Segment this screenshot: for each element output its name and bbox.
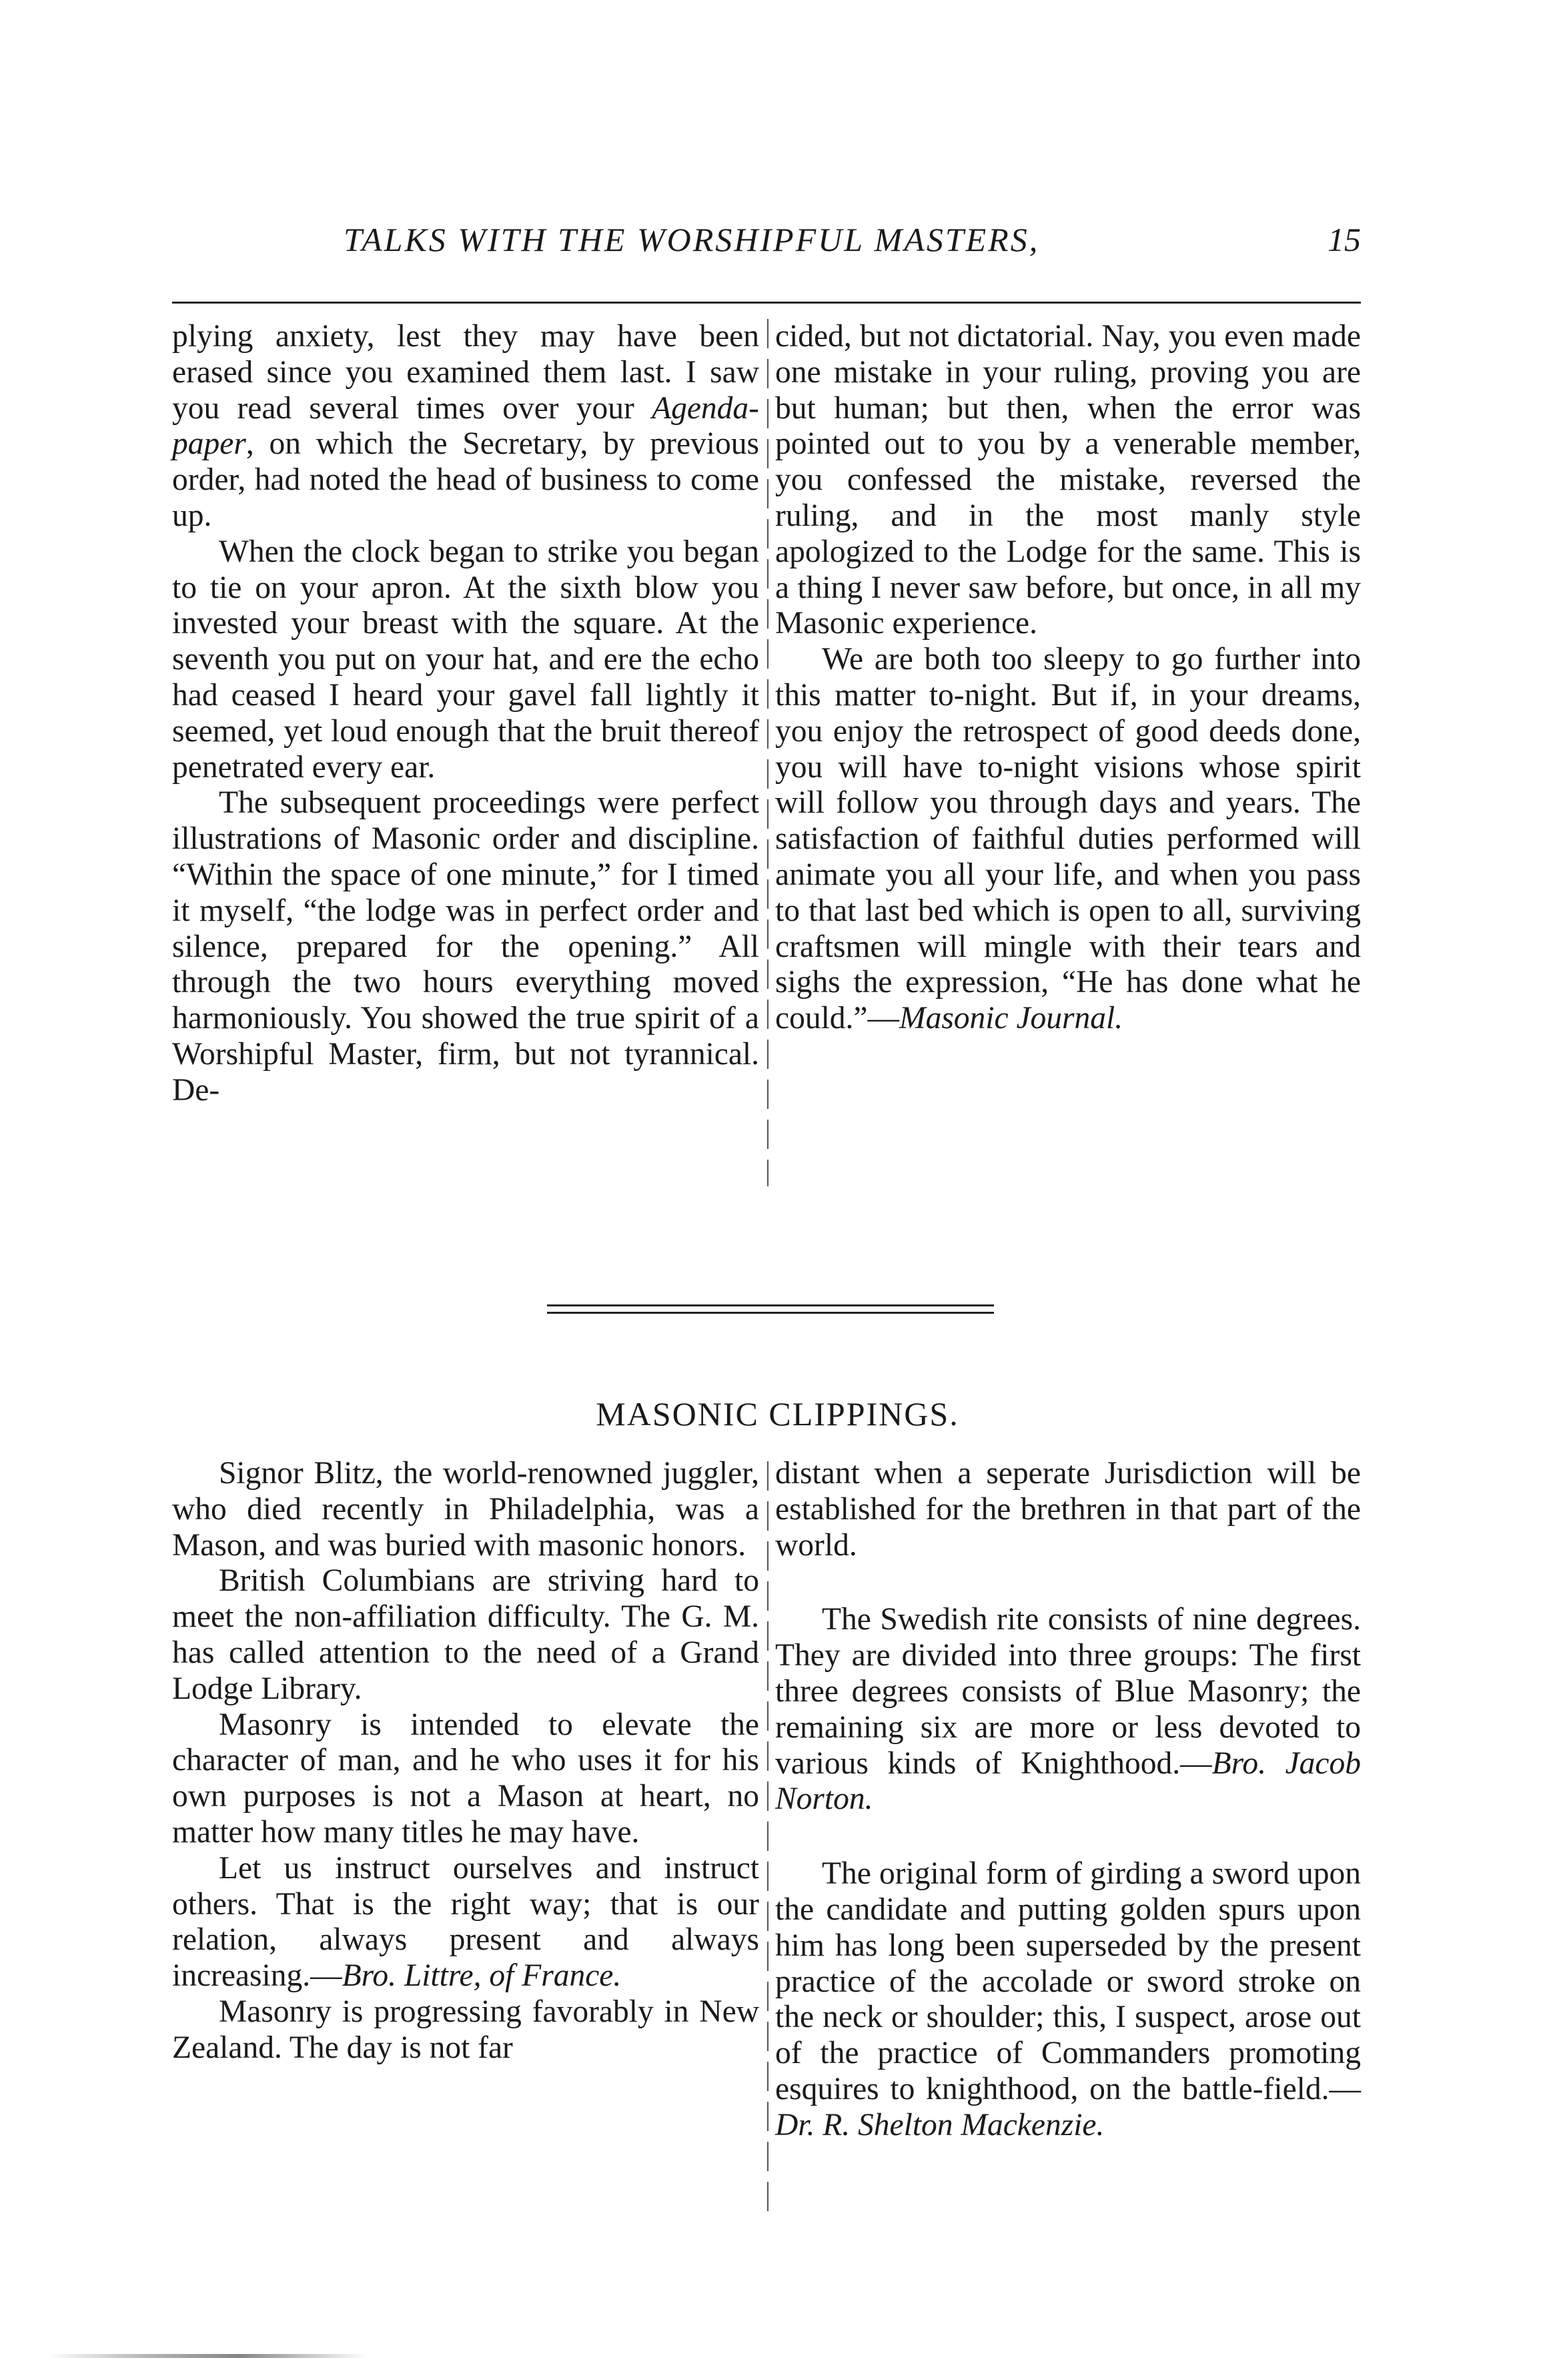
clipping-paragraph <box>775 1856 1361 2143</box>
section-separator-rule <box>547 1312 994 1314</box>
paragraph-text: plying anxiety, lest they may have been erased since you examined them last. I saw you read several times over your <box>172 319 759 426</box>
column-divider <box>767 1461 768 2222</box>
section-title: MASONIC CLIPPINGS. <box>596 1395 959 1433</box>
paragraph-text: We are both too sleepy to go further into this matter to-night. But if, in your dreams, you enjoy the retrospect of good deeds done, you will have to-night visions whose spirit will follow you through days and years. The satisfaction of faithful duties performed will animate you all your life, and when you pass to that last bed which is open to all, surviving craftsmen will mingle with their tears and sighs the expression, “He has done what he could.”— <box>775 642 1361 1036</box>
clippings-column-left <box>172 1456 759 2066</box>
emphasis-text: Agenda-paper <box>172 390 759 462</box>
clippings-column-right <box>775 1456 1361 2144</box>
article-column-left <box>172 319 759 1109</box>
clipping-paragraph <box>775 1602 1361 1818</box>
section-separator-rule <box>547 1304 994 1306</box>
paragraph-text: Let us instruct ourselves and instruct others. That is the right way; that is our relation, always present and always increasing.— <box>172 1850 759 1994</box>
paragraph-text: , on which the Secretary, by previous order, had noted the head of business to come up. <box>172 426 759 533</box>
source-attribution: Bro. Littre, of France. <box>342 1958 622 1994</box>
article-paragraph: cided, but not dictatorial. Nay, you even made one mistake in your ruling, proving you are but human; but then, when the error was pointed out to you by a venerable member, you confessed the mistake, reversed the ruling, and in the most manly style apologized to the Lodge for the same. This is a thing I never saw before, but once, in all my Masonic experience. <box>775 319 1361 641</box>
source-attribution: Masonic Journal. <box>899 1001 1123 1036</box>
page-number: 15 <box>1328 221 1361 258</box>
clipping-paragraph: British Columbians are striving hard to meet the non-affiliation difficulty. The G. M. has called attention to the need of a Grand Lodge Library. <box>172 1563 759 1706</box>
paragraph-text: The Swedish rite consists of nine degrees. They are divided into three groups: The first three degrees consists of Blue Masonry; the remaining six are more or less devoted to various kinds of Knighthood.— <box>775 1602 1361 1781</box>
running-title: TALKS WITH THE WORSHIPFUL MASTERS, <box>344 221 1040 258</box>
clipping-paragraph: distant when a seperate Jurisdiction will be established for the brethren in that part of the world. <box>775 1456 1361 1563</box>
page-header <box>173 220 1361 274</box>
scan-smudge <box>47 2354 367 2358</box>
article-paragraph: When the clock began to strike you began to tie on your apron. At the sixth blow you invested your breast with the square. At the seventh you put on your hat, and ere the echo had ceased I heard your gavel fall lightly it seemed, yet loud enough that the bruit thereof penetrated every ear. <box>172 534 759 785</box>
clipping-paragraph: Signor Blitz, the world-renowned juggler, who died recently in Philadelphia, was a Mason, and was buried with masonic honors. <box>172 1456 759 1563</box>
header-rule <box>172 302 1361 304</box>
article-paragraph <box>775 642 1361 1037</box>
clipping-paragraph: Masonry is intended to elevate the character of man, and he who uses it for his own purposes is not a Mason at heart, no matter how many titles he may have. <box>172 1707 759 1850</box>
article-paragraph: The subsequent proceedings were perfect illustrations of Masonic order and discipline. “Within the space of one minute,” for I timed it myself, “the lodge was in perfect order and silence, prepared for the opening.” All through the two hours everything moved harmoniously. You showed the true spirit of a Worshipful Master, firm, but not tyrannical. De- <box>172 785 759 1108</box>
source-attribution: Dr. R. Shelton Mackenzie. <box>775 2107 1105 2142</box>
column-divider <box>767 319 768 1186</box>
clipping-paragraph <box>172 1851 759 1994</box>
clipping-paragraph: Masonry is progressing favorably in New Zealand. The day is not far <box>172 1994 759 2065</box>
source-attribution: Bro. Jacob Norton. <box>775 1745 1361 1817</box>
paragraph-text: The original form of girding a sword upon the candidate and putting golden spurs upon him has long been superseded by the present practice of the accolade or sword stroke on the neck or shoulder; this, I suspect, arose out of the practice of Commanders promoting esquires to knighthood, on the battle-field.— <box>775 1856 1361 2106</box>
article-column-right <box>775 319 1361 1037</box>
article-paragraph <box>172 319 759 534</box>
